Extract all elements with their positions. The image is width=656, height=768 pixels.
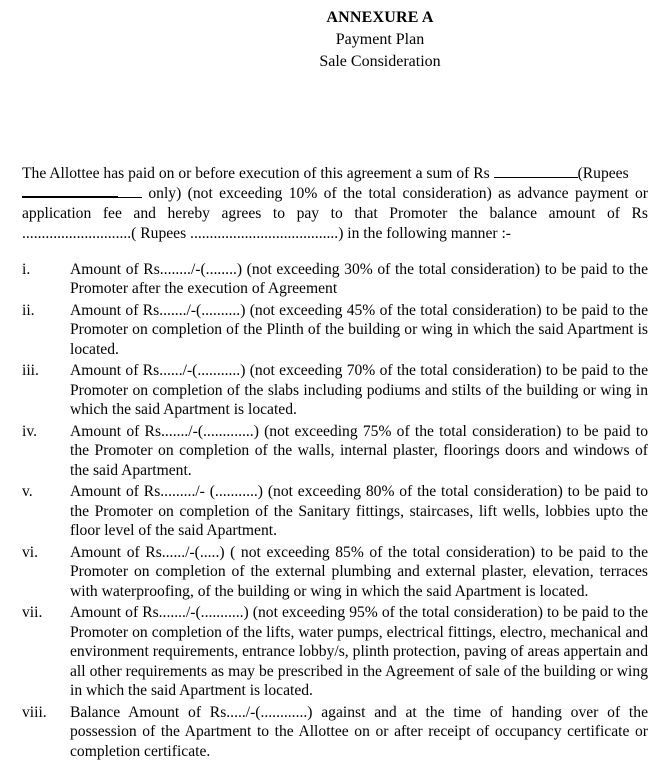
intro-paragraph — [22, 164, 648, 244]
payment-stage-item — [22, 422, 648, 481]
sale-consideration-subtitle: Sale Consideration — [319, 53, 441, 70]
stage-number: iv. — [22, 422, 38, 440]
payment-stage-list — [22, 260, 648, 762]
stage-number: vi. — [22, 543, 39, 561]
stage-number: i. — [22, 260, 31, 278]
payment-plan-subtitle: Payment Plan — [335, 31, 425, 48]
rupees-words-blank-tail — [118, 185, 142, 198]
payment-stage-item — [22, 301, 648, 360]
payment-stage-item — [22, 482, 648, 541]
stage-number: ii. — [22, 301, 35, 319]
intro-text-1: The Allottee has paid on or before execution of this agreement a sum of Rs — [22, 165, 494, 182]
payment-stage-item — [22, 703, 648, 762]
payment-stage-item — [22, 260, 648, 299]
annexure-heading — [112, 0, 648, 73]
payment-stage-item — [22, 361, 648, 420]
stage-description: Amount of Rs....../-(...........) (not exceeding 70% of the total consideration) to be paid to the Promoter on completion of the slabs including podiums and stilts of the building or wing in which the said Apartment is located. — [70, 362, 648, 419]
stage-number: iii. — [22, 362, 39, 380]
stage-number: v. — [22, 483, 33, 501]
annexure-title: ANNEXURE A — [326, 9, 434, 26]
payment-stage-item — [22, 603, 648, 701]
stage-number: viii. — [22, 703, 47, 721]
stage-description: Amount of Rs......./-(.............) (not exceeding 75% of the total consideration) to be paid to the Promoter on completion of the walls, internal plaster, floorings doors and windows of the said Apartment. — [70, 422, 648, 479]
stage-number: vii. — [22, 604, 43, 622]
stage-description: Amount of Rs......./-(..........) (not exceeding 45% of the total consideration) to be paid to the Promoter on completion of the Plinth of the building or wing in which the said Apartment is located. — [70, 301, 648, 358]
intro-text-3: only) (not exceeding 10% of the total consideration) as advance payment or application fee and hereby agrees to pay to that Promoter the balance amount of Rs ............................( Rupees ......................................) in the following manner :- — [22, 185, 648, 242]
stage-description: Amount of Rs........./- (...........) (not exceeding 80% of the total consideration) to be paid to the Promoter on completion of the Sanitary fittings, staircases, lift wells, lobbies upto the floor level of the said Apartment. — [70, 483, 648, 540]
amount-blank — [494, 165, 578, 178]
payment-stage-item — [22, 543, 648, 602]
intro-text-2: (Rupees — [577, 165, 629, 182]
rupees-words-blank — [22, 184, 118, 198]
stage-description: Amount of Rs......../-(........) (not exceeding 30% of the total consideration) to be paid to the Promoter after the execution of Agreement — [70, 260, 648, 298]
stage-description: Amount of Rs......./-(...........) (not exceeding 95% of the total consideration) to be paid to the Promoter on completion of the lifts, water pumps, electrical fittings, electro, mechanical and environment requirements, entrance lobby/s, plinth protection, paving of areas appertain and all other requirements as may be prescribed in the Agreement of sale of the building or wing in which the said Apartment is located. — [70, 604, 648, 700]
stage-description: Balance Amount of Rs...../-(............) against and at the time of handing over of the possession of the Apartment to the Allottee on or after receipt of occupancy certificate or completion certificate. — [70, 703, 648, 760]
stage-description: Amount of Rs....../-(.....) ( not exceeding 85% of the total consideration) to be paid to the Promoter on completion of the external plumbing and external plaster, elevation, terraces with waterproofing, of the building or wing in which the said Apartment is located. — [70, 543, 648, 600]
